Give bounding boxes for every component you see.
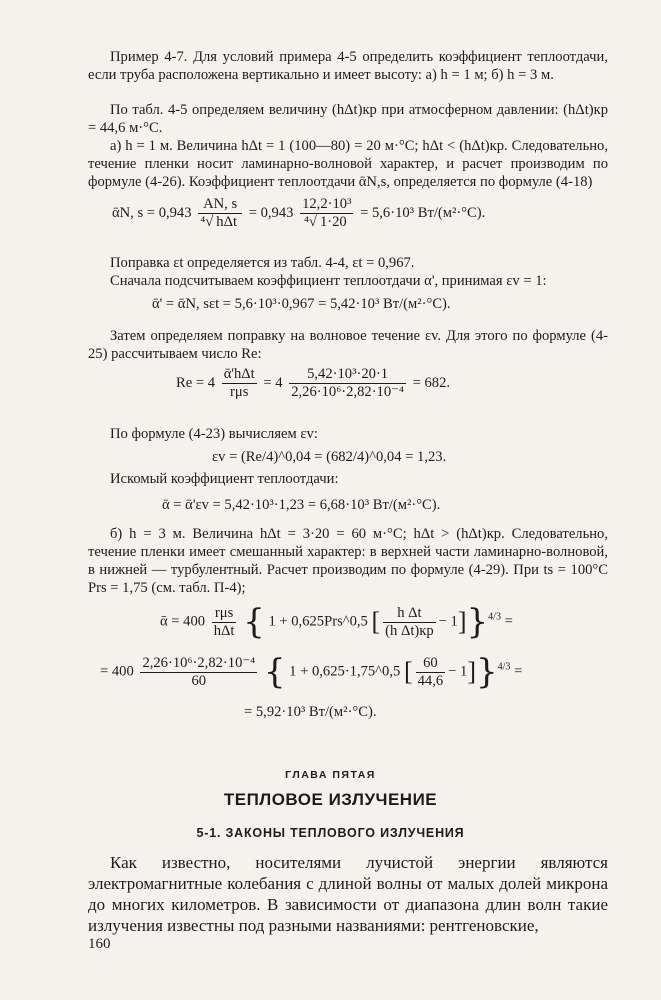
eq6-fraction-1: $\frac{\text{rμs}}{\text{hΔt}}$ (213, 604, 235, 639)
paragraph-wave-correction: Затем определяем поправку на волновое течение εv. Для этого по формуле (4-25) рассчитываем число Re: (88, 328, 608, 362)
paragraph-case-a: а) h = 1 м. Величина hΔt = 1 (100—80) = 20 м·°С; hΔt < (hΔt)кр. Следовательно, течение пленки носит ламинарно-волновой характер, и расчет производим по формуле (4-26). Коэффициент теплоотдачи ᾱN,s, определяется по формуле (4-18) (88, 138, 608, 190)
paragraph-case-b: б) h = 3 м. Величина hΔt = 3·20 = 60 м·°С; hΔt > (hΔt)кр. Следовательно, течение пленки имеет смешанный характер: в верхней части ламинарно-волновой, в нижней — турбулентный. Расчет производим по формуле (4-29). При ts = 100°С Prs = 1,75 (см. табл. П-4); (88, 526, 608, 596)
equation-mixed-result: = 5,92·10³ Вт/(м²·°С). (244, 704, 377, 720)
equation-reynolds: Re = 4 $\frac{\text{ᾱ'hΔt}}{\text{rμs}}$ = 4 $\frac{\text{5,42·10³·20·1}}{\text{2,26·10⁶·2,82·10⁻⁴}}$ = 682. (176, 366, 451, 400)
eq1-fraction-2: $\frac{\text{12,2·10³}}{\text{⁴√ 1·20}}$ (302, 196, 352, 230)
chapter-title: ТЕПЛОВОЕ ИЗЛУЧЕНИЕ (223, 790, 438, 809)
equation-mixed-general: ᾱ = 400 $\frac{\text{rμs}}{\text{hΔt}}$ { 1 + 0,625Prs^0,5 [ $\frac{\text{h Δt}}{\text{(h Δt)кр}}$ − 1]}$^{4/3}$ = (160, 602, 513, 642)
eq7-fraction-2: $\frac{60}{44,6}$ (417, 654, 444, 689)
example-statement: Пример 4-7. Для условий примера 4-5 определить коэффициент теплоотдачи, если труба расположена вертикально и имеет высоту: а) h = 1 м; б) h = 3 м. (88, 49, 608, 83)
equation-alpha-ns (112, 196, 485, 231)
equation-mixed-numeric: = 400 $\frac{\text{2,26·10⁶·2,82·10⁻⁴}}{60}$ { 1 + 0,625·1,75^0,5 [ $\frac{60}{44,6}$ − 1]}$^{4/3}$ = (100, 652, 523, 692)
equation-alpha-final: ᾱ = ᾱ'εv = 5,42·10³·1,23 = 6,68·10³ Вт/(м²·°С). (162, 497, 441, 513)
equation-alpha-prime: ᾱ' = ᾱN, sεt = 5,6·10³·0,967 = 5,42·10³ Вт/(м²·°С). (152, 296, 451, 312)
paragraph-correction-et: Поправка εt определяется из табл. 4-4, εt = 0,967. (110, 255, 415, 271)
eq3-fraction-2: $\frac{\text{5,42·10³·20·1}}{\text{2,26·10⁶·2,82·10⁻⁴}}$ (291, 366, 404, 400)
eq1-mid: = 0,943 (248, 204, 294, 221)
paragraph-final-coef: Искомый коэффициент теплоотдачи: (110, 471, 339, 487)
eq1-rhs: = 5,6·10³ Вт/(м²·°С). (360, 204, 486, 221)
eq3-fraction-1: $\frac{\text{ᾱ'hΔt}}{\text{rμs}}$ (223, 366, 255, 400)
paragraph-radiation-intro: Как известно, носителями лучистой энергии являются электромагнитные колебания с длиной волны от малых долей микрона до многих километров. В зависимости от диапазона длин волн такие излучения известны под разными названиями: рентгеновские, (88, 853, 608, 935)
eq1-lhs: ᾱN, s = 0,943 (112, 204, 192, 221)
eq1-fraction-1: $\frac{AN, s}{\text{⁴√ hΔt}}$ (198, 196, 242, 231)
page-number: 160 (88, 936, 111, 952)
paragraph-alpha-prime: Сначала подсчитываем коэффициент теплоотдачи α', принимая εv = 1: (110, 273, 547, 289)
paragraph-table-lookup: По табл. 4-5 определяем величину (hΔt)кр при атмосферном давлении: (hΔt)кр = 44,6 м·°С. (88, 102, 608, 136)
section-title: 5-1. ЗАКОНЫ ТЕПЛОВОГО ИЗЛУЧЕНИЯ (196, 826, 465, 840)
chapter-label: ГЛАВА ПЯТАЯ (285, 769, 376, 781)
eq7-fraction-1: $\frac{\text{2,26·10⁶·2,82·10⁻⁴}}{60}$ (142, 654, 256, 689)
eq6-fraction-2: $\frac{\text{h Δt}}{\text{(h Δt)кр}}$ (385, 604, 434, 639)
paragraph-formula-ev: По формуле (4-23) вычисляем εv: (110, 426, 318, 442)
equation-ev: εv = (Re/4)^0,04 = (682/4)^0,04 = 1,23. (212, 449, 447, 465)
